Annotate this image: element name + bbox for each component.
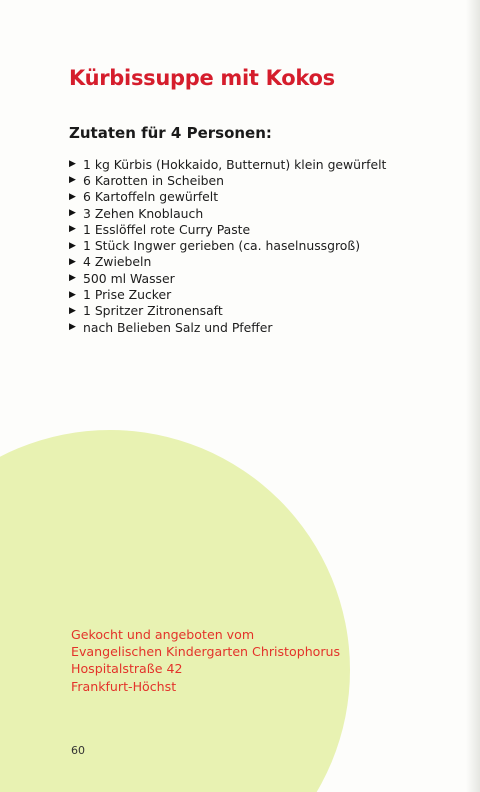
recipe-title: Kürbissuppe mit Kokos <box>69 66 335 90</box>
list-item <box>69 270 386 286</box>
bullet-triangle-icon: ▶ <box>69 240 76 251</box>
footer-line: Gekocht und angeboten vom <box>71 627 255 642</box>
bullet-triangle-icon: ▶ <box>69 208 76 219</box>
list-item <box>69 205 386 221</box>
bullet-triangle-icon: ▶ <box>69 322 76 333</box>
page-number: 60 <box>71 744 85 757</box>
ingredient-text: 1 Stück Ingwer gerieben (ca. haselnussgroß) <box>83 238 361 254</box>
bullet-triangle-icon: ▶ <box>69 273 76 284</box>
footer-line: Evangelischen Kindergarten Christophorus <box>71 644 341 660</box>
ingredients-heading: Zutaten für 4 Personen: <box>69 124 272 142</box>
ingredient-text: 1 Esslöffel rote Curry Paste <box>83 221 251 237</box>
ingredient-text: 6 Kartoffeln gewürfelt <box>83 189 219 205</box>
list-item <box>69 254 386 270</box>
list-item <box>69 303 386 319</box>
ingredient-text: nach Belieben Salz und Pfeffer <box>83 319 273 335</box>
list-item <box>69 172 386 188</box>
bullet-triangle-icon: ▶ <box>69 191 76 202</box>
list-item <box>69 221 386 237</box>
bullet-triangle-icon: ▶ <box>69 305 76 316</box>
ingredient-text: 1 Prise Zucker <box>83 287 172 303</box>
bullet-triangle-icon: ▶ <box>69 289 76 300</box>
ingredient-text: 6 Karotten in Scheiben <box>83 172 225 188</box>
footer-line: Frankfurt-Höchst <box>71 678 177 694</box>
bullet-triangle-icon: ▶ <box>69 159 76 170</box>
ingredient-text: 1 Spritzer Zitronensaft <box>83 303 223 319</box>
decorative-green-circle <box>0 430 350 792</box>
footer-credit <box>71 626 340 695</box>
page-edge-shadow <box>466 0 480 792</box>
list-item <box>69 156 386 172</box>
bullet-triangle-icon: ▶ <box>69 256 76 267</box>
ingredient-text: 4 Zwiebeln <box>83 254 152 270</box>
list-item <box>69 237 386 253</box>
bullet-triangle-icon: ▶ <box>69 175 76 186</box>
list-item <box>69 286 386 302</box>
list-item <box>69 189 386 205</box>
ingredient-text: 3 Zehen Knoblauch <box>83 205 204 221</box>
ingredient-list <box>69 156 386 335</box>
footer-line: Hospitalstraße 42 <box>71 661 183 677</box>
bullet-triangle-icon: ▶ <box>69 224 76 235</box>
list-item <box>69 319 386 335</box>
ingredient-text: 500 ml Wasser <box>83 270 175 286</box>
ingredient-text: 1 kg Kürbis (Hokkaido, Butternut) klein gewürfelt <box>83 156 387 172</box>
